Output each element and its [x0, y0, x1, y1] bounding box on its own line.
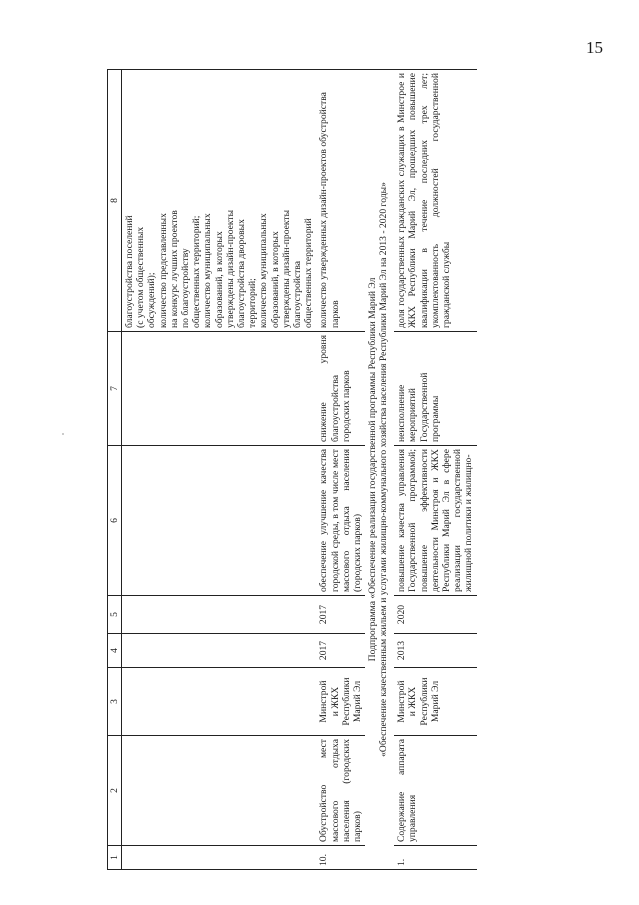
- indicator-line: обсуждений);: [146, 272, 158, 328]
- expected-result: обеспечение улучшение качества городской среды, в том числе мест массового отдыха населения (городских парков): [316, 446, 365, 596]
- table-row-10: [316, 70, 365, 870]
- consequences: снижение уровня благоустройства городских парков: [316, 332, 365, 446]
- executor-line: и ЖКХ: [407, 686, 419, 717]
- expected-result: повышение качества управления Государственной программой; повышение эффективности деятельности Минстроя и ЖКХ Республики Марий Эл в сфере реализации государственной жилищной политики и жилищно-: [394, 446, 476, 596]
- indicator-line: на конкурс лучших проектов: [168, 210, 180, 328]
- indicator-line: общественных территорий;: [191, 215, 203, 328]
- end-year: 2020: [394, 596, 476, 634]
- start-year: 2017: [316, 634, 365, 668]
- column-header: 6: [108, 446, 122, 596]
- consequences: неисполнение мероприятий Государственной программы: [394, 332, 476, 446]
- row-number: 10.: [316, 846, 365, 870]
- indicators-cell: [122, 70, 317, 332]
- executor-cell: [316, 668, 365, 736]
- column-number-row: [108, 70, 122, 870]
- measure-name: Содержание аппарата управления: [394, 736, 476, 846]
- indicator-line: общественных территорий: [303, 218, 315, 328]
- rotated-page: [107, 30, 639, 870]
- indicator-line: благоустройства дворовых: [236, 219, 248, 328]
- row-number: 1.: [394, 846, 476, 870]
- column-header: 2: [108, 736, 122, 846]
- measure-name: Обустройство мест массового отдыха населения (городских парков): [316, 736, 365, 846]
- indicators: доля государственных гражданских служащих в Минстрое и ЖКХ Республики Марий Эл, прошедших повышение квалификации в течение последних трех лет; укомплектованность должностей государственной гражданской службы: [394, 70, 476, 332]
- indicator-line: образований, в которых: [213, 231, 225, 328]
- subprogram-title: [365, 70, 394, 870]
- table-row-1: [394, 70, 476, 870]
- indicator-line: (с учетом общественных: [135, 226, 147, 328]
- column-header: 5: [108, 596, 122, 634]
- program-table: [107, 69, 477, 870]
- indicator-line: по благоустройству: [180, 248, 192, 328]
- scan-speck: [62, 433, 64, 435]
- indicator-line: количество муниципальных: [202, 213, 214, 328]
- column-header: 1: [108, 846, 122, 870]
- column-header: 7: [108, 332, 122, 446]
- indicator-line: территорий;: [247, 278, 259, 328]
- subprogram-line-1: Подпрограмма «Обеспечение реализации государственной программы Республики Марий Эл: [367, 277, 379, 662]
- subprogram-row: [365, 70, 394, 870]
- start-year: 2013: [394, 634, 476, 668]
- page-number: 15: [586, 38, 603, 57]
- indicators: количество утвержденных дизайн-проектов обустройства парков: [316, 70, 365, 332]
- executor-line: Минстрой: [318, 680, 330, 723]
- executor-line: Республики: [418, 677, 430, 726]
- executor-cell: [394, 668, 476, 736]
- column-header: 8: [108, 70, 122, 332]
- indicator-line: образований, в которых: [269, 231, 281, 328]
- end-year: 2017: [316, 596, 365, 634]
- indicator-line: утверждены дизайн-проекты: [280, 209, 292, 328]
- executor-line: Республики: [340, 677, 352, 726]
- indicator-line: благоустройства поселений: [124, 215, 135, 328]
- indicator-line: количество муниципальных: [258, 213, 270, 328]
- executor-line: Минстрой: [396, 680, 408, 723]
- table-row-continued: [122, 70, 317, 870]
- executor-line: и ЖКХ: [329, 686, 341, 717]
- column-header: 4: [108, 634, 122, 668]
- indicator-line: благоустройства: [292, 260, 304, 328]
- column-header: 3: [108, 668, 122, 736]
- executor-line: Марий Эл: [352, 680, 364, 723]
- executor-line: Марий Эл: [429, 680, 441, 723]
- subprogram-line-2: «Обеспечение качественным жильем и услугами жилищно-коммунального хозяйства населения Республики Марий Эл на 2013 - 2020 годы»: [377, 182, 389, 757]
- indicator-line: утверждены дизайн-проекты: [224, 209, 236, 328]
- indicator-line: количество представленных: [157, 213, 169, 328]
